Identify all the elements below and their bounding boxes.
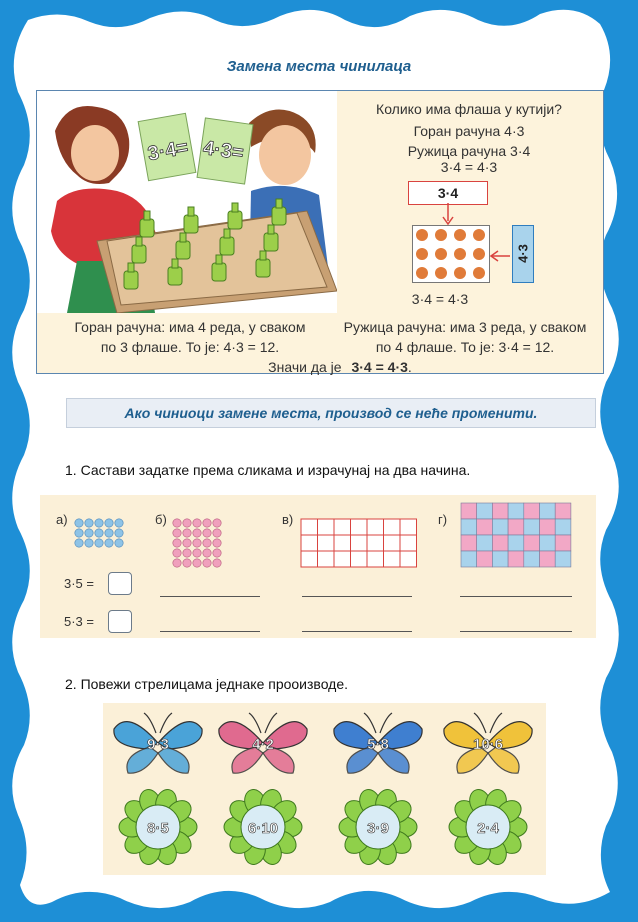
checker-cell [540,503,556,519]
butterfly-3-label: 5·8 [367,736,389,753]
checker-cell [540,535,556,551]
arrow-left-icon [490,250,510,262]
bottle [212,263,226,281]
grid-cell [351,535,368,551]
pink-circle [183,559,191,567]
bottle-neck [180,233,186,242]
arrow-down-icon [442,203,454,225]
answer-line-g1[interactable] [460,596,572,597]
checker-cell [477,503,493,519]
grid-cell [301,551,318,567]
answer-line-b1[interactable] [160,596,260,597]
checker-cell [492,535,508,551]
butterfly-1-label: 9·3 [147,736,169,753]
goran-text-1: Горан рачуна: има 4 реда, у сваком [74,319,306,335]
bottle-grid [412,225,490,283]
checker-cell [540,551,556,567]
goran-text-2: по 3 флаше. То је: 4·3 = 12. [100,339,280,355]
blue-circle [95,539,103,547]
conclusion [190,358,490,376]
flower-4[interactable] [449,787,527,867]
conclusion-equation: 3·4 = 4·3 [351,359,408,375]
bottle-neck [224,229,230,238]
pink-circle [213,549,221,557]
conclusion-prefix: Значи да је [268,359,342,375]
goran-calc: Горан рачуна 4·3 [413,123,525,139]
bottle-dot [435,267,447,279]
bottle-dot [473,248,485,260]
flower-3[interactable] [339,787,417,867]
pink-circle [213,559,221,567]
rule-banner: Ако чиниоци замене места, производ се неће променити. [66,398,596,428]
grid-cell [301,519,318,535]
grid-cell [334,535,351,551]
blue-circle [105,539,113,547]
side-product-box: 4·3 [512,225,534,283]
bottle-dot [454,267,466,279]
bottle-dot [416,267,428,279]
grid-cell [318,519,335,535]
page-title: Замена места чинилаца [226,58,412,75]
bottle-neck [128,263,134,272]
bottle [176,241,190,259]
blue-circle [85,519,93,527]
answer-line-b2[interactable] [160,631,260,632]
pink-circle [193,539,201,547]
blue-circle [105,519,113,527]
pink-circle [203,559,211,567]
pink-circle [213,529,221,537]
grid-cell [301,535,318,551]
pink-circles-5x5 [172,518,224,570]
card-right-text: 4·3= [201,137,245,165]
pink-circle [193,559,201,567]
pink-circle [193,549,201,557]
bottle-dot [473,229,485,241]
checker-cell [524,503,540,519]
bottle-neck [268,225,274,234]
bottle [140,219,154,237]
checker-cell [508,519,524,535]
bottle-neck [260,251,266,260]
children-bottles-illustration [37,91,337,313]
flower-1-label: 8·5 [147,820,169,837]
checker-cell [461,503,477,519]
grid-cell [400,551,417,567]
bottle [168,267,182,285]
butterfly-4[interactable] [444,713,532,773]
intro-equation: 3·4 = 4·3 [440,159,498,175]
bottle-dot [435,248,447,260]
pink-circle [203,519,211,527]
checker-cell [492,503,508,519]
checker-cell [492,551,508,567]
pink-circle [203,529,211,537]
grid-cell [384,519,401,535]
pink-circle [183,539,191,547]
product-box: 3·4 [408,181,488,205]
pink-circle [193,529,201,537]
grid-cell [384,535,401,551]
grid-cell [334,519,351,535]
checker-cell [477,535,493,551]
checker-cell [524,519,540,535]
grid-cell [318,551,335,567]
pink-circle [183,549,191,557]
bottle [124,271,138,289]
grid-cell [351,519,368,535]
checker-cell [555,503,571,519]
grid-cell [367,535,384,551]
checker-cell [524,535,540,551]
checker-cell [461,535,477,551]
card-left-text: 3·4= [146,136,190,166]
blue-circle [75,539,83,547]
label-v: в) [282,512,294,527]
label-b: б) [155,512,167,527]
bottle [220,237,234,255]
bottle-dot [454,229,466,241]
pink-circle [173,549,181,557]
butterfly-4-label: 10·6 [472,736,504,753]
red-grid [300,518,418,568]
grid-cell [367,519,384,535]
blue-circle [115,529,123,537]
result-equation: 3·4 = 4·3 [411,291,469,307]
checker-cell [555,535,571,551]
blue-circle [95,519,103,527]
task1-prompt: 1. Састави задатке према сликама и израчунај на два начина. [65,462,471,478]
expr-5x3: 5·3 = [64,614,94,629]
bottle-neck [144,211,150,220]
label-g: г) [438,512,448,527]
pink-circle [213,519,221,527]
answer-line-v2[interactable] [302,631,412,632]
pink-circle [173,539,181,547]
blue-circles-3x5 [74,518,126,552]
bottle [272,207,286,225]
grid-cell [318,535,335,551]
grid-cell [400,535,417,551]
bottle [184,215,198,233]
checker-cell [508,551,524,567]
bottle-dot [416,248,428,260]
label-a: а) [56,512,68,527]
task2-prompt: 2. Повежи стрелицама једнаке прооизводе. [65,676,349,692]
bottle-neck [188,207,194,216]
butterfly-antenna [474,713,502,733]
expr-3x5: 3·5 = [64,576,94,591]
checker-cell [492,519,508,535]
ruzica-text-1: Ружица рачуна: има 3 реда, у сваком [343,319,587,335]
bottle-dot [435,229,447,241]
butterfly-1[interactable] [114,713,202,773]
checker-cell [555,519,571,535]
answer-line-g2[interactable] [460,631,572,632]
bottle-dot [416,229,428,241]
flower-4-label: 2·4 [477,820,499,837]
pink-circle [173,519,181,527]
grid-cell [400,519,417,535]
grid-cell [384,551,401,567]
pink-circle [183,519,191,527]
butterfly-2[interactable] [219,713,307,773]
grid-cell [351,551,368,567]
bottle-neck [216,255,222,264]
checker-cell [540,519,556,535]
checker-cell [508,535,524,551]
butterfly-2-label: 4·2 [252,736,274,753]
checker-cell [508,503,524,519]
flower-2[interactable] [224,787,302,867]
blue-circle [75,529,83,537]
flower-1[interactable] [119,787,197,867]
checker-cell [461,551,477,567]
checker-grid [460,502,572,568]
blue-circle [105,529,113,537]
pink-circle [203,549,211,557]
bottle-dot [473,267,485,279]
bottle-dot [454,248,466,260]
bottle-neck [232,203,238,212]
butterfly-antenna [249,713,277,733]
pink-circle [193,519,201,527]
pink-circle [183,529,191,537]
blue-circle [115,539,123,547]
blue-circle [75,519,83,527]
checker-cell [555,551,571,567]
conclusion-dot: . [407,359,412,375]
bottle [264,233,278,251]
bottle [228,211,242,229]
bottle [132,245,146,263]
bottle-neck [136,237,142,246]
checker-cell [524,551,540,567]
pink-circle [173,559,181,567]
ruzica-text-2: по 4 флаше. То је: 3·4 = 12. [375,339,555,355]
blue-circle [85,539,93,547]
pink-circle [203,539,211,547]
butterfly-antenna [364,713,392,733]
grid-cell [334,551,351,567]
answer-box-1[interactable] [108,572,132,595]
bottle-neck [172,259,178,268]
pink-circle [213,539,221,547]
flower-2-label: 6·10 [247,820,279,837]
answer-line-v1[interactable] [302,596,412,597]
answer-box-2[interactable] [108,610,132,633]
checker-cell [477,551,493,567]
pink-circle [173,529,181,537]
bottle [256,259,270,277]
checker-cell [461,519,477,535]
checker-cell [477,519,493,535]
intro-question: Колико има флаша у кутији? [376,101,562,117]
ruzica-calc: Ружица рачуна 3·4 [407,143,531,159]
butterfly-antenna [144,713,172,733]
grid-cell [367,551,384,567]
blue-circle [95,529,103,537]
blue-circle [85,529,93,537]
bottle-neck [276,199,282,208]
butterflies-flowers [103,703,546,875]
flower-3-label: 3·9 [367,820,389,837]
butterfly-3[interactable] [334,713,422,773]
blue-circle [115,519,123,527]
